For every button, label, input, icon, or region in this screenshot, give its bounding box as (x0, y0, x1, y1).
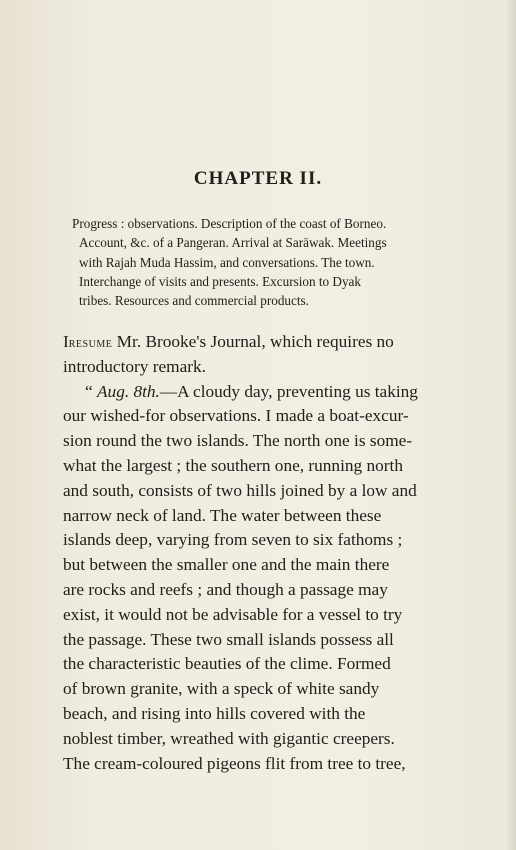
body-line: noblest timber, wreathed with gigantic creepers. (63, 728, 395, 748)
opening-letter: I (63, 332, 69, 351)
body-line: what the largest ; the southern one, running north (63, 455, 403, 475)
chapter-synopsis (72, 214, 486, 310)
synopsis-line: Progress : observations. Description of the coast of Borneo. (72, 216, 387, 231)
journal-date-rest: —A cloudy day, preventing us taking (159, 381, 418, 401)
body-line: of brown granite, with a speck of white sandy (63, 679, 380, 699)
synopsis-line: tribes. Resources and commercial products. (79, 293, 309, 309)
journal-date: Aug. 8th. (97, 381, 160, 401)
body-line: but between the smaller one and the main there (63, 555, 390, 575)
body-text (63, 330, 495, 776)
synopsis-line: Interchange of visits and presents. Excursion to Dyak (79, 273, 361, 289)
body-line-first-rest: Mr. Brooke's Journal, which requires no (112, 332, 394, 351)
synopsis-line: with Rajah Muda Hassim, and conversations. The town. (79, 254, 375, 270)
body-line: narrow neck of land. The water between these (63, 505, 382, 525)
open-quote: “ (85, 381, 93, 401)
body-line: exist, it would not be advisable for a vessel to try (63, 604, 403, 624)
chapter-heading: CHAPTER II. (193, 168, 323, 189)
body-line: sion round the two islands. The north one is some- (63, 431, 413, 451)
journal-entry-date-line (63, 380, 495, 405)
body-line: beach, and rising into hills covered with the (63, 703, 366, 723)
body-line: are rocks and reefs ; and though a passage may (63, 579, 388, 599)
opening-small-caps: resume (68, 336, 113, 351)
page-gutter-shadow (506, 0, 516, 850)
body-line: our wished-for observations. I made a boat-excur- (63, 406, 409, 426)
body-line: islands deep, varying from seven to six fathoms ; (63, 530, 403, 550)
synopsis-line: Account, &c. of a Pangeran. Arrival at Sarāwak. Meetings (79, 235, 387, 251)
body-line: introductory remark. (63, 356, 207, 376)
body-line-first (63, 330, 495, 355)
body-line: The cream-coloured pigeons flit from tree to tree, (63, 753, 406, 773)
body-line: the passage. These two small islands possess all (63, 629, 394, 649)
body-line: the characteristic beauties of the clime. Formed (63, 654, 391, 674)
body-line: and south, consists of two hills joined by a low and (63, 480, 417, 500)
